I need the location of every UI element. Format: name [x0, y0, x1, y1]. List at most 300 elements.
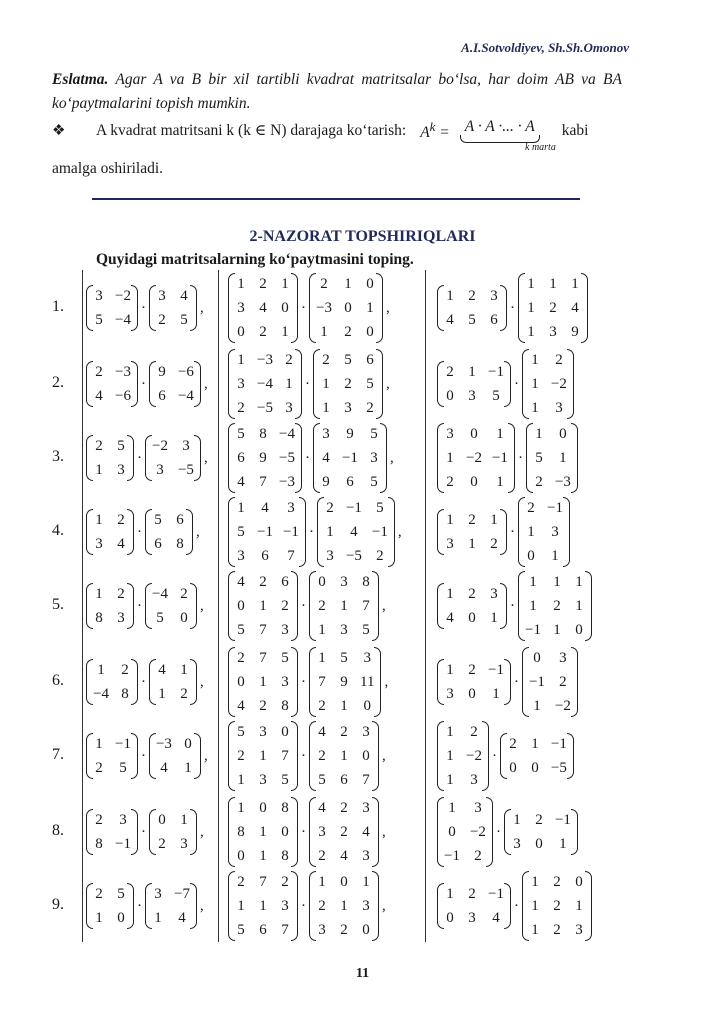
matrix-entry: 0	[531, 760, 539, 776]
matrix-entry: 8	[237, 824, 245, 840]
matrix-entry: −1	[554, 812, 571, 828]
matrix-entry: −3	[554, 474, 571, 490]
matrix-entry: 2	[468, 288, 476, 304]
matrix-entry: −4	[93, 686, 109, 702]
matrix-entry: 1	[529, 574, 537, 590]
matrix-entry: 2	[468, 586, 476, 602]
matrix-entry: 0	[237, 324, 245, 340]
matrix-entry: 3	[446, 686, 454, 702]
left-matrix	[437, 425, 515, 491]
matrix-entry: 8	[95, 836, 103, 852]
right-matrix	[313, 351, 383, 417]
definition-text: A kvadrat matritsani k (k ∈ N) darajaga ko‘tarish:	[96, 122, 407, 139]
matrix-entry: 1	[344, 276, 352, 292]
matrix-entry: 2	[95, 886, 103, 902]
product-rect	[437, 496, 570, 568]
matrix-entry: 6	[346, 474, 354, 490]
left-matrix	[86, 287, 138, 329]
multiply-dot: ·	[510, 523, 515, 540]
matrix-entry: 1	[446, 450, 454, 466]
matrix-entry: 3	[281, 622, 289, 638]
problem-row	[0, 422, 725, 494]
matrix-entry: −5	[177, 462, 194, 478]
matrix-entry: 2	[237, 650, 245, 666]
matrix-entry: 1	[318, 622, 326, 638]
matrix-entry: −3	[316, 300, 332, 316]
product-rect	[437, 796, 578, 868]
matrix-entry: 8	[176, 536, 184, 552]
matrix-entry: 1	[259, 824, 267, 840]
product-2x2	[86, 570, 204, 642]
matrix-entry: 3	[468, 388, 476, 404]
matrix-entry: 3	[259, 772, 267, 788]
matrix-entry: 4	[446, 610, 454, 626]
matrix-entry: 0	[527, 548, 535, 564]
comma: ,	[389, 449, 394, 466]
matrix-entry: 1	[559, 450, 567, 466]
matrix-entry: 7	[362, 772, 370, 788]
matrix-entry: 0	[559, 426, 567, 442]
matrix-entry: 4	[158, 662, 166, 678]
matrix-entry: 0	[281, 724, 289, 740]
matrix-entry: 0	[363, 698, 371, 714]
multiply-dot: ·	[517, 449, 523, 466]
matrix-entry: −1	[345, 500, 362, 516]
comma: ,	[384, 673, 389, 690]
matrix-entry: 6	[158, 388, 166, 404]
matrix-entry: 1	[527, 524, 535, 540]
matrix-entry: 0	[446, 388, 454, 404]
matrix-entry: 2	[322, 352, 330, 368]
comma: ,	[203, 747, 208, 764]
matrix-entry: 1	[322, 400, 330, 416]
formula-lhs	[420, 119, 450, 142]
comma: ,	[199, 597, 204, 614]
left-matrix	[86, 585, 134, 627]
left-matrix	[228, 351, 302, 417]
matrix-entry: 5	[237, 524, 245, 540]
left-matrix	[437, 511, 507, 553]
matrix-entry: −2	[466, 450, 482, 466]
matrix-entry: 0	[340, 874, 348, 890]
matrix-entry: 2	[117, 586, 125, 602]
matrix-entry: 0	[470, 426, 478, 442]
matrix-entry: 3	[490, 288, 498, 304]
problem-row	[0, 272, 725, 344]
matrix-entry: 2	[535, 474, 543, 490]
multiply-dot: ·	[495, 823, 501, 840]
matrix-entry: 2	[549, 300, 557, 316]
matrix-entry: 1	[318, 650, 326, 666]
matrix-entry: −4	[152, 586, 168, 602]
matrix-entry: 2	[490, 536, 498, 552]
matrix-entry: −3	[257, 352, 273, 368]
matrix-entry: 1	[366, 300, 374, 316]
matrix-entry: 5	[468, 312, 476, 328]
matrix-entry: 3	[513, 836, 521, 852]
multiply-dot: ·	[513, 673, 519, 690]
matrix-entry: 1	[575, 898, 583, 914]
problem-number: 6.	[52, 672, 64, 689]
matrix-entry: 0	[575, 874, 583, 890]
matrix-entry: 4	[178, 910, 186, 926]
product-3x3	[228, 496, 402, 568]
matrix-entry: 0	[237, 848, 245, 864]
matrix-entry: 2	[474, 848, 482, 864]
matrix-entry: 2	[318, 698, 326, 714]
matrix-entry: 1	[259, 598, 267, 614]
problem-row	[0, 570, 725, 642]
matrix-entry: −7	[174, 886, 190, 902]
matrix-entry: 2	[180, 586, 188, 602]
matrix-entry: 1	[446, 886, 454, 902]
matrix-entry: 1	[490, 610, 498, 626]
matrix-entry: 4	[350, 524, 358, 540]
matrix-entry: −6	[115, 388, 131, 404]
matrix-entry: 1	[237, 898, 245, 914]
matrix-entry: 1	[259, 748, 267, 764]
left-matrix	[228, 649, 298, 715]
matrix-entry: 1	[446, 512, 454, 528]
matrix-entry: 3	[117, 462, 125, 478]
matrix-entry: −3	[115, 364, 131, 380]
matrix-entry: 3	[119, 812, 127, 828]
matrix-entry: 2	[237, 400, 245, 416]
left-matrix	[86, 511, 134, 553]
matrix-entry: 1	[527, 324, 535, 340]
matrix-entry: 2	[318, 748, 326, 764]
matrix-entry: 6	[237, 450, 245, 466]
comma: ,	[199, 897, 204, 914]
matrix-entry: 2	[553, 598, 561, 614]
matrix-entry: 4	[492, 910, 500, 926]
problem-number: 9.	[52, 896, 64, 913]
matrix-entry: 8	[259, 426, 267, 442]
matrix-entry: 5	[492, 388, 500, 404]
matrix-entry: 3	[237, 548, 245, 564]
matrix-entry: 1	[496, 426, 504, 442]
matrix-entry: 0	[362, 922, 370, 938]
matrix-entry: 2	[158, 836, 166, 852]
problem-row	[0, 870, 725, 942]
matrix-entry: 4	[237, 698, 245, 714]
left-matrix	[86, 735, 138, 777]
product-3x3	[228, 796, 386, 868]
matrix-entry: 5	[281, 650, 289, 666]
left-matrix	[228, 499, 306, 565]
right-matrix	[309, 723, 379, 789]
left-matrix	[437, 885, 511, 927]
definition-tail: kabi	[561, 121, 589, 139]
matrix-entry: 0	[158, 812, 166, 828]
matrix-entry: 6	[340, 772, 348, 788]
multiply-dot: ·	[137, 897, 142, 914]
matrix-entry: −4	[115, 312, 131, 328]
product-2x2	[86, 496, 200, 568]
right-matrix	[522, 649, 578, 715]
right-matrix	[518, 499, 570, 565]
matrix-entry: 5	[362, 622, 370, 638]
matrix-entry: 1	[531, 898, 539, 914]
matrix-entry: 0	[180, 610, 188, 626]
matrix-entry: 1	[446, 662, 454, 678]
matrix-entry: 2	[318, 898, 326, 914]
matrix-entry: 1	[340, 698, 348, 714]
formula-exponent: k	[429, 118, 436, 134]
matrix-entry: 1	[531, 736, 539, 752]
matrix-entry: −4	[177, 388, 194, 404]
matrix-entry: 0	[446, 910, 454, 926]
left-matrix	[437, 287, 507, 329]
matrix-entry: 7	[259, 874, 267, 890]
matrix-entry: −1	[257, 524, 273, 540]
matrix-entry: 3	[490, 586, 498, 602]
product-2x2	[86, 422, 208, 494]
matrix-entry: 2	[95, 438, 103, 454]
product-rect	[437, 570, 592, 642]
comma: ,	[199, 823, 204, 840]
comma: ,	[382, 597, 386, 614]
problem-number: 4.	[52, 522, 64, 539]
matrix-entry: 5	[154, 512, 162, 528]
problem-row	[0, 496, 725, 568]
matrix-entry: 0	[575, 622, 583, 638]
underbrace-label: k marta	[525, 142, 556, 153]
multiply-dot: ·	[513, 897, 519, 914]
right-matrix	[309, 799, 379, 865]
matrix-entry: 4	[237, 574, 245, 590]
matrix-entry: 4	[446, 312, 454, 328]
matrix-entry: −4	[257, 376, 273, 392]
matrix-entry: 0	[344, 300, 352, 316]
section-divider	[92, 198, 580, 200]
matrix-entry: 1	[180, 812, 188, 828]
matrix-entry: 1	[259, 848, 267, 864]
matrix-entry: 5	[370, 474, 378, 490]
product-3x3	[228, 272, 390, 344]
matrix-entry: 3	[559, 650, 567, 666]
matrix-entry: 3	[362, 800, 370, 816]
multiply-dot: ·	[140, 375, 146, 392]
right-matrix	[145, 885, 197, 927]
product-rect	[437, 646, 578, 718]
matrix-entry: 3	[362, 898, 370, 914]
page-number: 11	[355, 966, 370, 981]
multiply-dot: ·	[513, 375, 519, 392]
matrix-entry: 4	[362, 824, 370, 840]
left-matrix	[437, 723, 489, 789]
matrix-entry: 4	[259, 300, 267, 316]
left-matrix	[228, 799, 298, 865]
matrix-entry: −1	[550, 736, 567, 752]
matrix-entry: −2	[152, 438, 168, 454]
matrix-entry: 1	[533, 698, 541, 714]
formula-body: A · A ·... · A	[464, 118, 535, 135]
matrix-entry: 7	[259, 622, 267, 638]
matrix-entry: 2	[468, 512, 476, 528]
matrix-entry: 1	[531, 400, 539, 416]
matrix-entry: −1	[547, 500, 563, 516]
matrix-entry: 1	[184, 760, 192, 776]
matrix-entry: −3	[279, 474, 295, 490]
matrix-entry: 2	[559, 674, 567, 690]
comma: ,	[203, 375, 208, 392]
matrix-entry: 1	[285, 376, 293, 392]
matrix-entry: 2	[344, 376, 352, 392]
matrix-entry: −5	[257, 400, 273, 416]
right-matrix	[518, 573, 592, 639]
left-matrix	[228, 873, 298, 939]
problem-row	[0, 796, 725, 868]
matrix-entry: 11	[360, 674, 375, 690]
section-title: 2-NAZORAT TOPSHIRIQLARI	[249, 228, 476, 245]
multiply-dot: ·	[308, 523, 314, 540]
matrix-entry: 1	[468, 364, 476, 380]
matrix-entry: −2	[554, 698, 571, 714]
matrix-entry: 1	[95, 586, 103, 602]
matrix-entry: 5	[180, 312, 188, 328]
right-matrix	[526, 425, 578, 491]
left-matrix	[437, 585, 507, 627]
matrix-entry: 3	[281, 898, 289, 914]
matrix-entry: 6	[281, 574, 289, 590]
matrix-entry: 2	[470, 724, 478, 740]
matrix-entry: 2	[446, 474, 454, 490]
matrix-entry: 1	[531, 352, 539, 368]
matrix-entry: 1	[492, 686, 500, 702]
matrix-entry: −2	[469, 824, 486, 840]
problem-number: 7.	[52, 746, 64, 763]
left-matrix	[228, 275, 298, 341]
left-matrix	[228, 425, 302, 491]
multiply-dot: ·	[510, 597, 515, 614]
matrix-entry: 1	[553, 622, 561, 638]
matrix-entry: −2	[466, 748, 482, 764]
problem-number: 8.	[52, 822, 64, 839]
matrix-entry: 1	[340, 748, 348, 764]
matrix-entry: 3	[340, 622, 348, 638]
matrix-entry: 2	[340, 800, 348, 816]
matrix-entry: 3	[344, 400, 352, 416]
matrix-entry: 9	[346, 426, 354, 442]
left-matrix	[437, 799, 493, 865]
problem-row	[0, 348, 725, 420]
multiply-dot: ·	[140, 299, 146, 316]
right-matrix	[309, 873, 379, 939]
matrix-entry: 2	[320, 276, 328, 292]
matrix-entry: 1	[281, 324, 289, 340]
matrix-entry: 1	[559, 836, 567, 852]
matrix-entry: 0	[366, 276, 374, 292]
comma: ,	[385, 299, 390, 316]
right-matrix	[309, 275, 383, 341]
product-3x3	[228, 720, 386, 792]
matrix-entry: 3	[180, 836, 188, 852]
diamond-bullet-icon: ❖	[52, 123, 66, 139]
right-matrix	[145, 437, 201, 479]
matrix-entry: 0	[117, 910, 125, 926]
matrix-entry: 6	[259, 922, 267, 938]
matrix-entry: 3	[318, 824, 326, 840]
product-3x3	[228, 646, 388, 718]
matrix-entry: 1	[237, 800, 245, 816]
comma: ,	[397, 523, 402, 540]
matrix-entry: 3	[446, 536, 454, 552]
comma: ,	[203, 449, 208, 466]
matrix-entry: 7	[259, 650, 267, 666]
matrix-entry: 1	[527, 300, 535, 316]
matrix-entry: 8	[281, 848, 289, 864]
matrix-entry: 5	[117, 438, 125, 454]
matrix-entry: 4	[318, 800, 326, 816]
continuation-text: amalga oshiriladi.	[52, 160, 164, 177]
matrix-entry: 0	[533, 650, 541, 666]
matrix-entry: 0	[281, 300, 289, 316]
matrix-entry: 5	[117, 886, 125, 902]
matrix-entry: 3	[158, 288, 166, 304]
matrix-entry: −3	[155, 736, 172, 752]
comma: ,	[196, 523, 200, 540]
running-header: A.I.Sotvoldiyev, Sh.Sh.Omonov	[461, 40, 629, 55]
matrix-entry: 5	[237, 426, 245, 442]
matrix-entry: 1	[446, 586, 454, 602]
matrix-entry: 0	[318, 574, 326, 590]
matrix-entry: 3	[281, 674, 289, 690]
matrix-entry: 2	[509, 736, 517, 752]
matrix-entry: 9	[322, 474, 330, 490]
matrix-entry: 1	[322, 376, 330, 392]
matrix-entry: 2	[95, 812, 103, 828]
multiply-dot: ·	[301, 597, 306, 614]
matrix-entry: 5	[119, 760, 127, 776]
matrix-entry: 1	[95, 512, 103, 528]
matrix-entry: 5	[376, 500, 384, 516]
multiply-dot: ·	[137, 449, 142, 466]
multiply-dot: ·	[140, 673, 146, 690]
matrix-entry: 4	[340, 848, 348, 864]
matrix-entry: 3	[95, 288, 103, 304]
left-matrix	[437, 661, 511, 703]
right-matrix	[518, 275, 588, 341]
matrix-entry: 1	[318, 874, 326, 890]
matrix-entry: 1	[237, 352, 245, 368]
left-matrix	[86, 437, 134, 479]
product-2x2	[86, 272, 204, 344]
product-rect	[437, 272, 588, 344]
multiply-dot: ·	[137, 523, 142, 540]
matrix-entry: 1	[259, 674, 267, 690]
matrix-entry: −2	[550, 376, 567, 392]
matrix-entry: 3	[362, 724, 370, 740]
matrix-entry: 1	[362, 874, 370, 890]
power-definition	[52, 118, 622, 143]
matrix-entry: 5	[95, 312, 103, 328]
matrix-entry: 2	[340, 724, 348, 740]
matrix-entry: 2	[446, 364, 454, 380]
right-matrix	[149, 661, 197, 703]
matrix-entry: 8	[281, 698, 289, 714]
right-matrix	[145, 585, 197, 627]
matrix-entry: 1	[340, 598, 348, 614]
matrix-entry: 4	[237, 474, 245, 490]
product-3x3	[228, 570, 386, 642]
matrix-entry: 3	[287, 500, 295, 516]
matrix-entry: 2	[366, 400, 374, 416]
product-3x3	[228, 870, 386, 942]
matrix-entry: 2	[95, 760, 103, 776]
right-matrix	[149, 287, 197, 329]
product-rect	[437, 348, 574, 420]
